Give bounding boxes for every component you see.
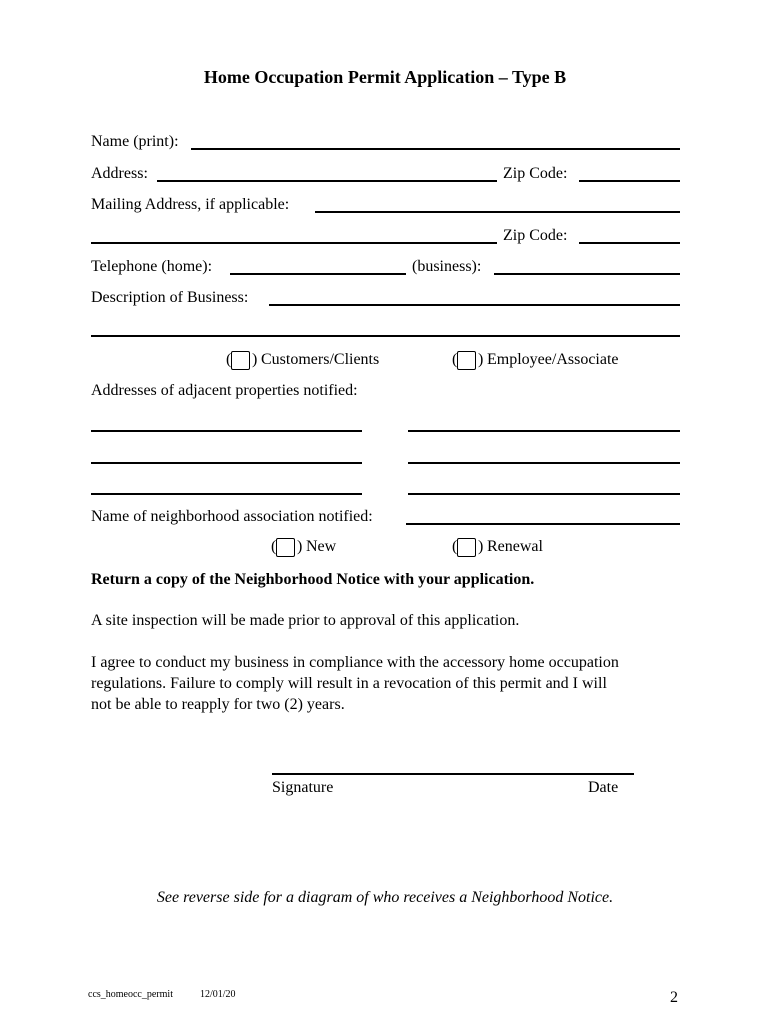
customers-clients-label: Customers/Clients <box>261 351 380 368</box>
page-number: 2 <box>670 989 678 1006</box>
close-paren: ) <box>297 538 303 555</box>
page-title: Home Occupation Permit Application – Type B <box>203 67 567 87</box>
site-inspection-notice: A site inspection will be made prior to approval of this application. <box>91 612 520 629</box>
open-paren: ( <box>271 538 277 555</box>
telephone-business-label: (business): <box>412 258 482 275</box>
description-label: Description of Business: <box>91 289 249 306</box>
new-label: New <box>306 538 337 555</box>
mailing-zip-code-field[interactable] <box>579 242 680 244</box>
description-field-line2[interactable] <box>91 335 680 337</box>
adjacent-address-field[interactable] <box>91 462 362 464</box>
reverse-side-note: See reverse side for a diagram of who receives a Neighborhood Notice. <box>156 889 614 906</box>
close-paren: ) <box>478 351 484 368</box>
description-field[interactable] <box>269 304 680 306</box>
adjacent-address-field[interactable] <box>91 430 362 432</box>
signature-label: Signature <box>272 779 334 796</box>
document-date: 12/01/20 <box>200 989 236 1000</box>
renewal-checkbox[interactable] <box>457 538 476 557</box>
adjacent-address-field[interactable] <box>91 493 362 495</box>
telephone-home-field[interactable] <box>230 273 406 275</box>
new-checkbox[interactable] <box>276 538 295 557</box>
neighborhood-association-field[interactable] <box>406 523 680 525</box>
close-paren: ) <box>252 351 258 368</box>
close-paren: ) <box>478 538 484 555</box>
zip-code-label: Zip Code: <box>503 165 568 182</box>
mailing-address-label: Mailing Address, if applicable: <box>91 196 290 213</box>
agreement-text-line: regulations. Failure to comply will result in a revocation of this permit and I will <box>91 675 607 692</box>
employee-associate-checkbox[interactable] <box>457 351 476 370</box>
telephone-home-label: Telephone (home): <box>91 258 213 275</box>
signature-date-field[interactable] <box>272 773 634 775</box>
renewal-label: Renewal <box>487 538 543 555</box>
telephone-business-field[interactable] <box>494 273 680 275</box>
mailing-zip-code-label: Zip Code: <box>503 227 568 244</box>
adjacent-address-field[interactable] <box>408 462 680 464</box>
neighborhood-association-label: Name of neighborhood association notified: <box>91 508 373 525</box>
open-paren: ( <box>226 351 232 368</box>
document-code: ccs_homeocc_permit <box>88 989 173 1000</box>
adjacent-properties-label: Addresses of adjacent properties notified: <box>91 382 358 399</box>
mailing-address-field[interactable] <box>315 211 680 213</box>
adjacent-address-field[interactable] <box>408 493 680 495</box>
name-field[interactable] <box>191 148 680 150</box>
mailing-address-line2-field[interactable] <box>91 242 497 244</box>
address-field[interactable] <box>157 180 497 182</box>
open-paren: ( <box>452 538 458 555</box>
return-copy-notice: Return a copy of the Neighborhood Notice with your application. <box>91 571 535 588</box>
agreement-text-line: I agree to conduct my business in compliance with the accessory home occupation <box>91 654 619 671</box>
employee-associate-label: Employee/Associate <box>487 351 619 368</box>
agreement-text-line: not be able to reapply for two (2) years. <box>91 696 345 713</box>
open-paren: ( <box>452 351 458 368</box>
zip-code-field[interactable] <box>579 180 680 182</box>
name-label: Name (print): <box>91 133 179 150</box>
address-label: Address: <box>91 165 148 182</box>
adjacent-address-field[interactable] <box>408 430 680 432</box>
customers-clients-checkbox[interactable] <box>231 351 250 370</box>
date-label: Date <box>588 779 619 796</box>
